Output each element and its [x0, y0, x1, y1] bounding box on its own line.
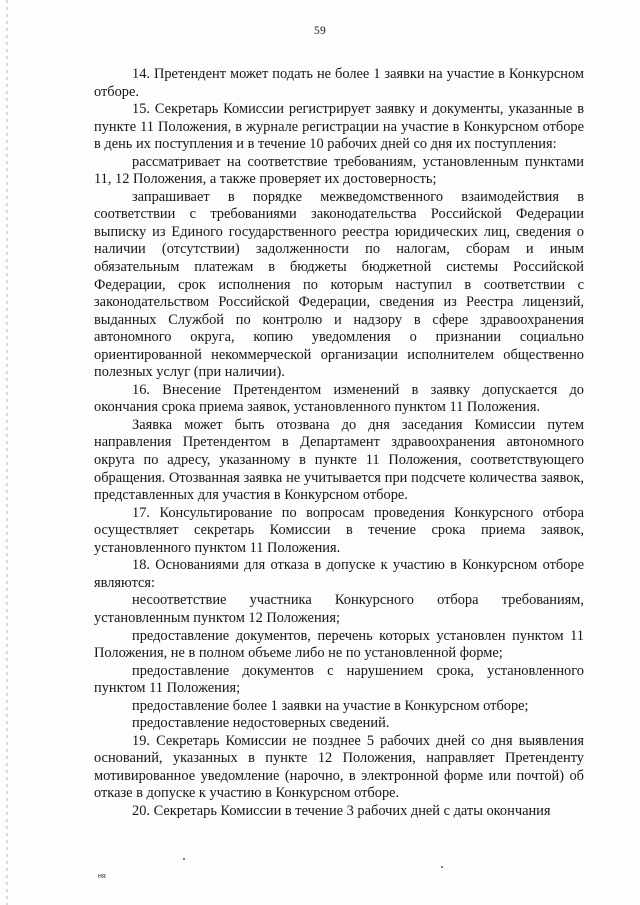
paragraph-18-item-late: предоставление документов с нарушением срока, установленного пунктом 11 Положения; — [94, 662, 584, 697]
paragraph-18-item-false-info: предоставление недостоверных сведений. — [132, 715, 390, 732]
paragraph-16-withdrawal: Заявка может быть отозвана до дня заседания Комиссии путем направления Претендентом в Департамент здравоохранения автономного округа по адресу, указанному в пункте 11 Положения, соответствующего обращения. Отозванная заявка не учитывается при подсчете количества заявок, представленных для участия в Конкурсном отборе. — [94, 416, 584, 504]
paragraph-15-item-review: рассматривает на соответствие требованиям, установленным пунктами 11, 12 Положения, а также проверяет их достоверность; — [94, 153, 584, 188]
paragraph-20: 20. Секретарь Комиссии в течение 3 рабочих дней с даты окончания — [132, 802, 551, 819]
scan-edge-artifact — [6, 0, 8, 905]
page-number: 59 — [313, 25, 327, 37]
paragraph-18-item-multiple: предоставление более 1 заявки на участие в Конкурсном отборе; — [132, 697, 529, 714]
paragraph-18-item-incomplete: предоставление документов, перечень которых установлен пунктом 11 Положения, не в полном объеме либо не по установленной форме; — [94, 627, 584, 662]
paragraph-18-item-mismatch: несоответствие участника Конкурсного отбора требованиям, установленным пунктом 12 Положения; — [94, 592, 584, 626]
document-body — [94, 66, 584, 821]
paragraph-15-item-request: запрашивает в порядке межведомственного взаимодействия в соответствии с требованиями законодательства Российской Федерации выписку из Единого государственного реестра юридических лиц, сведения о наличии (отсутствии) задолженности по налогам, сборам и иным обязательным платежам в бюджеты бюджетной системы Российской Федерации, срок исполнения по которым наступил в соответствии с законодательством Российской Федерации, сведения из Реестра лицензий, выданных Службой по контролю и надзору в сфере здравоохранения автономного округа, копию уведомления о признании социально ориентированной некоммерческой организации исполнителем общественно полезных услуг (при наличии). — [94, 188, 584, 381]
paragraph-15: 15. Секретарь Комиссии регистрирует заявку и документы, указанные в пункте 11 Положения, в журнале регистрации на участие в Конкурсном отборе в день их поступления и в течение 10 рабочих дней со дня их поступления: — [94, 101, 584, 153]
paragraph-18: 18. Основаниями для отказа в допуске к участию в Конкурсном отборе являются: — [94, 557, 584, 591]
paragraph-16: 16. Внесение Претендентом изменений в заявку допускается до окончания срока приема заявок, установленного пунктом 11 Положения. — [94, 381, 584, 416]
paragraph-19: 19. Секретарь Комиссии не позднее 5 рабочих дней со дня выявления оснований, указанных в пункте 12 Положения, направляет Претенденту мотивированное уведомление (нарочно, в электронной форме или почтой) об отказе в допуске к участию в Конкурсном отборе. — [94, 732, 584, 802]
scan-speck — [183, 858, 185, 860]
paragraph-17: 17. Консультирование по вопросам проведения Конкурсного отбора осуществляет секретарь Комиссии в течение срока приема заявок, установленного пунктом 11 Положения. — [94, 504, 584, 556]
paragraph-14: 14. Претендент может подать не более 1 заявки на участие в Конкурсном отборе. — [94, 66, 584, 100]
scan-speck — [441, 866, 443, 868]
footer-mark: ня — [98, 873, 106, 880]
